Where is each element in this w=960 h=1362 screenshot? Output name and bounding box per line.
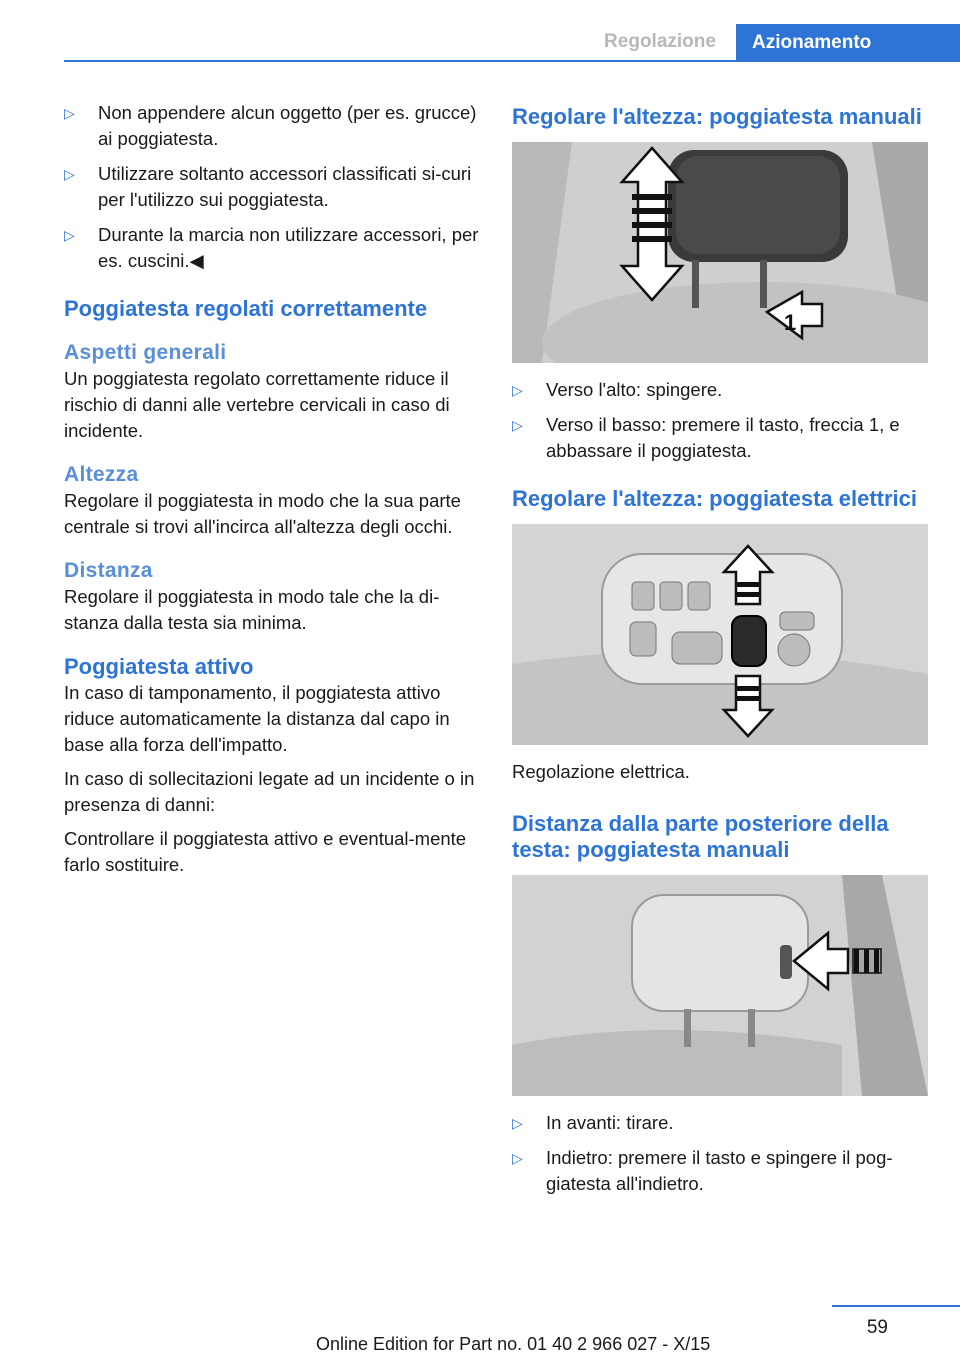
subheading-general: Aspetti generali (64, 341, 227, 364)
active-heading: Poggiatesta attivo (64, 654, 254, 679)
right-column (512, 100, 928, 1206)
bullet-triangle-icon: ▷ (64, 166, 75, 182)
bullet-triangle-icon: ▷ (64, 105, 75, 121)
electric-caption: Regolazione elettrica. (512, 761, 690, 782)
section-tab[interactable]: Regolazione (604, 31, 716, 52)
list-item: ▷ In avanti: tirare. (512, 1110, 928, 1136)
electric-height-heading: Regolare l'altezza: poggiatesta elettrici (512, 486, 918, 511)
active-text-1: In caso di tamponamento, il poggiatesta attivo riduce automaticamente la distanza dal capo in base alla forza dell'impatto. (64, 682, 450, 755)
arrow-label: 1 (784, 310, 797, 335)
list-item: ▷ Verso l'alto: spingere. (512, 377, 928, 403)
active-text-2: In caso di sollecitazioni legate ad un incidente o in presenza di danni: (64, 768, 475, 815)
active-text-3: Controllare il poggiatesta attivo e eventual‐mente farlo sostituire. (64, 828, 467, 875)
height-text: Regolare il poggiatesta in modo che la sua parte centrale si trovi all'incirca all'altezza degli occhi. (64, 490, 461, 537)
list-item: ▷ Indietro: premere il tasto e spingere il pog‐giatesta all'indietro. (512, 1147, 893, 1194)
distance-heading: Distanza dalla parte posteriore della testa: poggiatesta manuali (512, 811, 889, 862)
warning-list (64, 100, 480, 274)
bullet-triangle-icon: ▷ (512, 1150, 523, 1166)
subheading-distance: Distanza (64, 559, 153, 582)
distance-list (512, 1110, 928, 1197)
subheading-height: Altezza (64, 463, 139, 486)
bullet-triangle-icon: ▷ (64, 227, 75, 243)
distance-headrest-figure (512, 875, 928, 1096)
bullet-triangle-icon: ▷ (512, 417, 523, 433)
electric-control-figure (512, 524, 928, 745)
manual-height-list (512, 377, 928, 464)
section-heading: Poggiatesta regolati correttamente (64, 296, 428, 321)
footer-rule (832, 1305, 960, 1307)
list-item: ▷ Non appendere alcun oggetto (per es. grucce) ai poggiatesta. (64, 102, 477, 149)
distance-text: Regolare il poggiatesta in modo tale che la di‐stanza dalla testa sia minima. (64, 586, 440, 633)
manual-height-heading: Regolare l'altezza: poggiatesta manuali (512, 104, 922, 129)
edition-footer: Online Edition for Part no. 01 40 2 966 027 - X/15 (316, 1334, 711, 1354)
chapter-tab[interactable]: Azionamento (736, 24, 960, 61)
bullet-triangle-icon: ▷ (512, 382, 523, 398)
list-item: ▷ Utilizzare soltanto accessori classificati si‐curi per l'utilizzo sui poggiatesta. (64, 163, 472, 210)
manual-headrest-figure (512, 142, 928, 363)
list-item: ▷ Durante la marcia non utilizzare accessori, per es. cuscini.◀ (64, 224, 479, 271)
bullet-triangle-icon: ▷ (512, 1115, 523, 1131)
general-text: Un poggiatesta regolato correttamente riduce il rischio di danni alle vertebre cervicali in caso di incidente. (64, 368, 450, 441)
list-item: ▷ Verso il basso: premere il tasto, freccia 1, e abbassare il poggiatesta. (512, 414, 900, 461)
page-number: 59 (866, 1317, 888, 1338)
left-column (64, 100, 480, 886)
